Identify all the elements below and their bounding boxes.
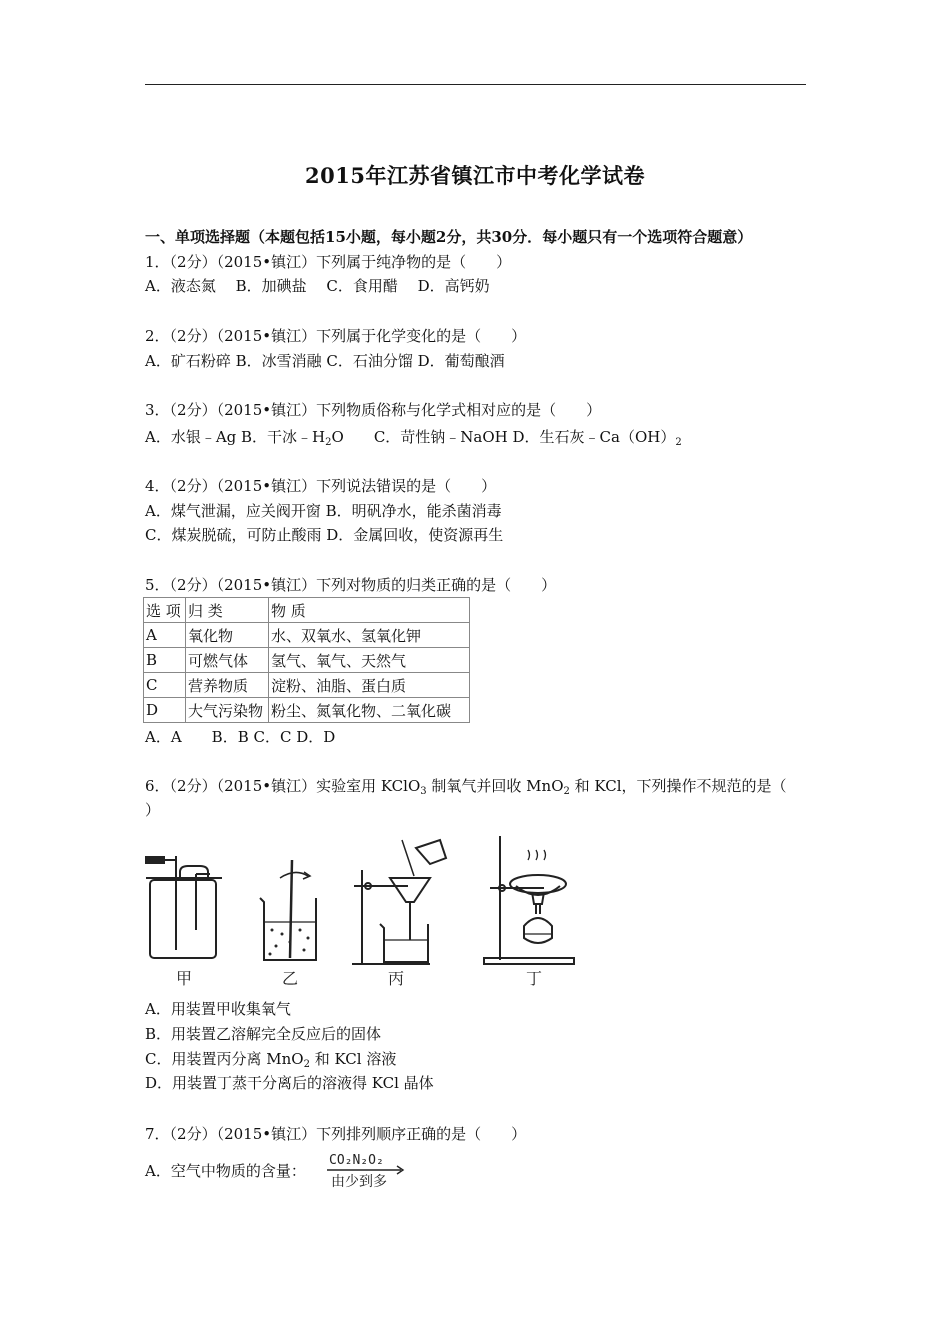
q6-apparatus-figure	[140, 830, 580, 990]
table-row: C 营养物质 淀粉、油脂、蛋白质	[144, 673, 470, 698]
q2-stem: 2．（2分）（2015•镇江）下列属于化学变化的是（ ）	[145, 327, 527, 345]
q4-options-row1: A．煤气泄漏，应关阀开窗 B．明矾净水，能杀菌消毒	[145, 502, 502, 520]
q6-option-c: C．用装置丙分离 MnO$_2$ 和 KCl 溶液	[145, 1050, 397, 1070]
table-row: B 可燃气体 氢气、氧气、天然气	[144, 648, 470, 673]
label-ding: 丁	[525, 969, 543, 988]
q6-stem: 6．（2分）（2015•镇江）实验室用 KClO$_3$ 制氧气并回收 MnO$_2$ 和 KCl，下列操作不规范的是（	[145, 777, 787, 797]
q5-stem: 5．（2分）（2015•镇江）下列对物质的归类正确的是（ ）	[145, 576, 557, 594]
q4-stem: 4．（2分）（2015•镇江）下列说法错误的是（ ）	[145, 477, 497, 495]
apparatus-gas-bottle	[146, 856, 222, 958]
label-bing: 丙	[387, 969, 405, 988]
q7-option-a: A．空气中物质的含量：	[145, 1162, 306, 1180]
header-rule	[145, 84, 806, 85]
apparatus-filtration	[352, 840, 446, 964]
page-title: 2015年江苏省镇江市中考化学试卷	[305, 163, 645, 188]
table-row: A 氧化物 水、双氧水、氢氧化钾	[144, 623, 470, 648]
apparatus-beaker-stirring	[260, 860, 316, 960]
label-yi: 乙	[281, 969, 299, 988]
q3-options: A．水银﹣Ag B．干冰$﹣H_2O$ C．苛性钠﹣NaOH D．生石灰$﹣Ca(OH)_2$	[145, 428, 682, 448]
q1-options: A．液态氮 B．加碘盐 C．食用醋 D．高钙奶	[145, 277, 490, 295]
table-row: 选 项 归 类 物 质	[144, 598, 470, 623]
q7-order-arrow	[323, 1150, 413, 1192]
q5-options: A．A B．B C．C D．D	[145, 728, 336, 746]
q1-stem: 1．（2分）（2015•镇江）下列属于纯净物的是（ ）	[145, 253, 512, 271]
table-row: D 大气污染物 粉尘、氮氧化物、二氧化碳	[144, 698, 470, 723]
svg-text:CO₂N₂O₂: CO₂N₂O₂	[329, 1153, 384, 1168]
apparatus-evaporation	[484, 836, 574, 964]
label-jia: 甲	[175, 969, 193, 988]
q7-stem: 7．（2分）（2015•镇江）下列排列顺序正确的是（ ）	[145, 1125, 527, 1143]
q6-option-b: B．用装置乙溶解完全反应后的固体	[145, 1025, 382, 1043]
q6-option-d: D．用装置丁蒸干分离后的溶液得 KCl 晶体	[145, 1074, 434, 1092]
q6-option-a: A．用装置甲收集氧气	[145, 1000, 291, 1018]
q4-options-row2: C．煤炭脱硫，可防止酸雨 D．金属回收，使资源再生	[145, 526, 504, 544]
q3-stem: 3．（2分）（2015•镇江）下列物质俗称与化学式相对应的是（ ）	[145, 401, 602, 419]
q2-options: A．矿石粉碎 B．冰雪消融 C．石油分馏 D．葡萄酿酒	[145, 352, 505, 370]
svg-text:由少到多: 由少到多	[331, 1174, 387, 1190]
q6-stem-end: ）	[145, 801, 161, 819]
q5-table	[143, 597, 470, 723]
section-heading: 一、单项选择题（本题包括15小题，每小题2分，共30分．每小题只有一个选项符合题意）	[145, 228, 753, 246]
